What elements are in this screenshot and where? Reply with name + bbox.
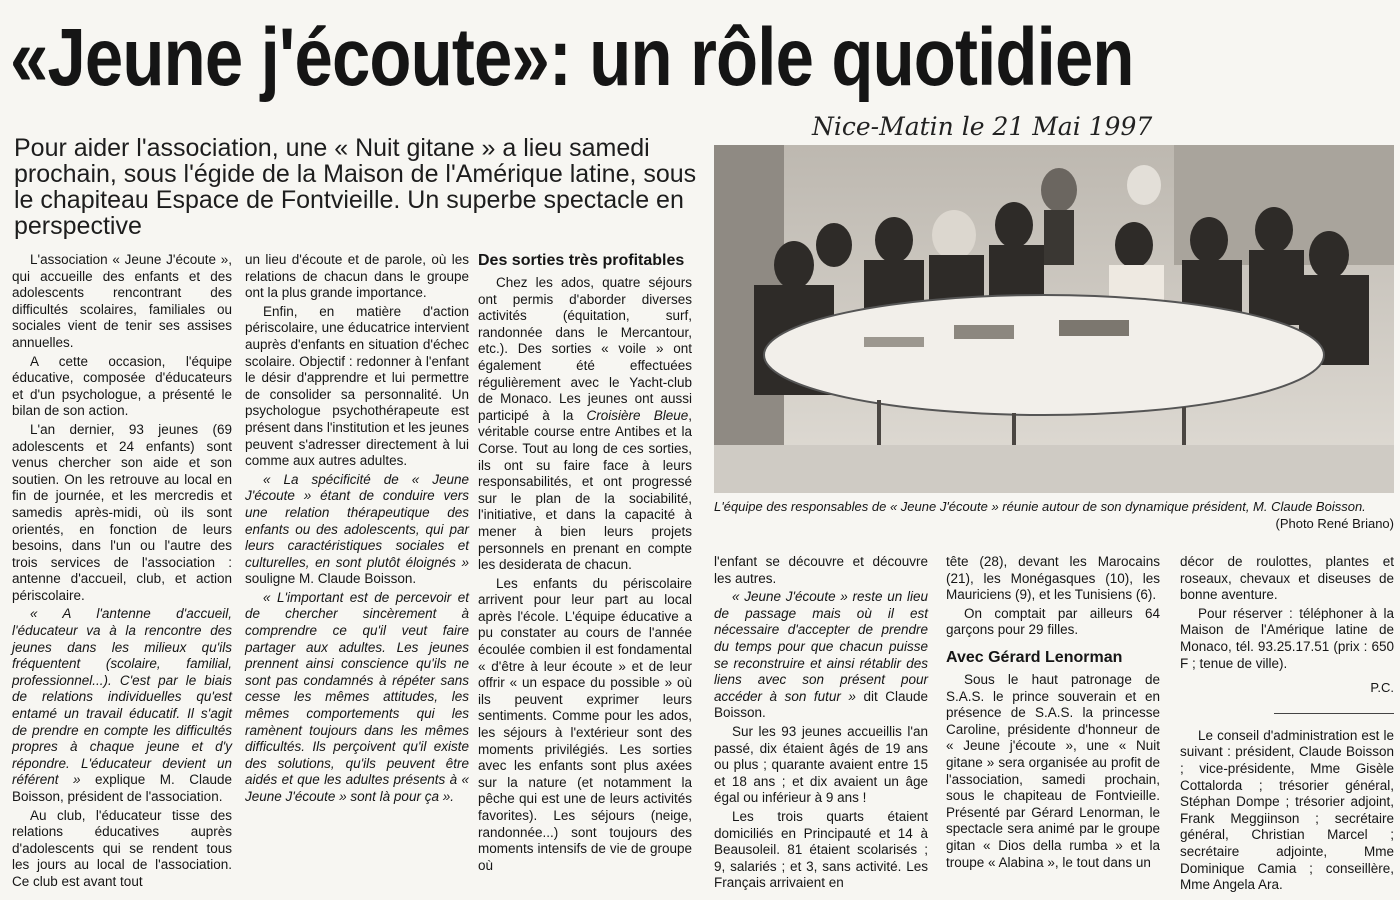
paragraph [714,589,928,722]
section-heading: Des sorties très profitables [478,252,685,269]
paragraph: On comptait par ailleurs 64 garçons pour 29 filles. [946,605,1160,638]
caption-text: L'équipe des responsables de « Jeune J'écoute » réunie autour de son dynamique président, M. Claude Boisson. [714,499,1366,514]
paragraph [245,472,469,588]
paragraph: Au club, l'éducateur tisse des relations éducatives auprès d'adolescents qui se rendent tous les jours au local de l'association. Ce club est avant tout [12,807,232,889]
article-column-5 [946,554,1160,884]
paragraph: Les enfants du périscolaire arrivent pour leur part au local après l'école. L'équipe éducative a pu constater au cours de l'année écoulée combien il est fondamental « d'être à leur écoute » et de leur offrir « un espace du possible » où ils peuvent exprimer leurs sentiments. Comme pour les ados, les séjours à l'extérieur sont des moments privilégiés. Les sorties avec les enfants sont plus axées sur la nature (et notamment la pêche qui est une de leurs activités favorites). Les séjours (neige, randonnée...) sont toujours des moments intensifs de vie de groupe où [478,575,692,873]
paragraph: décor de roulottes, plantes et roseaux, chevaux et diseuses de bonne aventure. [1180,554,1394,603]
text-run: Chez les ados, quatre séjours ont permis d'aborder diverses activités (équitation, surf, randonnée dans le Mercantour, etc.). Des sorties « voile » ont également été effectuées régulièrement avec le Yacht-club de Monaco. Les jeunes ont aussi participé à la [478,275,692,423]
paragraph: tête (28), devant les Marocains (21), les Monégasques (10), les Mauriciens (9), et les Tunisiens (6). [946,554,1160,603]
article-column-2 [245,252,469,892]
paragraph: Le conseil d'administration est le suivant : président, Claude Boisson ; vice-présidente, Mme Gisèle Cottalorda ; trésorier général, Stéphan Dompe ; trésorier adjoint, Frank Meggiinson ; secrétaire général, Christian Marcel ; secrétaire adjointe, Mme Dominique Camia ; conseillère, Mme Angela Ara. [1180,727,1394,893]
quote-attribution: dit Claude Boisson. [714,688,929,721]
photo-illustration [714,145,1394,493]
headline: «Jeune j'écoute»: un rôle quotidien [10,12,1134,103]
text-run: Croisière Bleue [586,407,689,423]
paragraph: Sur les 93 jeunes accueillis l'an passé, dix étaient âgés de 19 ans ou plus ; quarante avaient entre 15 et 18 ans ; et dix avaient un âge égal ou inférieur à 9 ans ! [714,723,928,806]
article-column-4 [714,554,929,891]
paragraph: L'association « Jeune J'écoute », qui accueille des enfants et des adolescents rencontrant des difficultés scolaires, familiales ou sociales vient de tenir ses assises annuelles. [12,252,232,350]
paragraph [478,275,692,574]
paragraph: Les trois quarts étaient domiciliés en Principauté et 14 à Beausoleil. 81 étaient scolarisés ; 9, salariés ; et 3, sans activité. Les Français arrivaient en [714,808,928,891]
paragraph: A cette occasion, l'équipe éducative, composée d'éducateurs et d'un psychologue, a présenté le bilan de son action. [12,353,232,419]
text-run: , véritable course entre Antibes et la Corse. Tout au long de ces sorties, ils ont su faire face à leurs responsabilités, et ont progressé sur le plan de la sociabilité, l'initiative, et dans la capacité à mener à bien leurs projets personnels en prenant en compte les desiderata de chacun. [478,407,692,573]
quote-text: « La spécificité de « Jeune J'écoute » étant de conduire vers une relation thérapeutique des enfants ou des adolescents, qui par leurs caractéristiques sociales et culturelles, en sont plutôt éloignés » [245,471,469,570]
paragraph: L'an dernier, 93 jeunes (69 adolescents et 24 enfants) sont venus chercher son aide et son soutien. On les retrouve au local en fin de journée, et les mercredis et samedis après-midi, où ils sont orientés, en fonction de leurs besoins, dans l'un ou l'autre des trois services de l'association : antenne d'accueil, club, et action périscolaire. [12,421,232,603]
paragraph: Enfin, en matière d'action périscolaire, une éducatrice intervient auprès d'enfants en situation d'échec scolaire. Objectif : redonner à l'enfant le désir d'apprendre et lui permettre de consolider sa personnalité. Un psychologue psychothérapeute est présent dans l'institution et les jeunes peuvent s'adresser directement à lui comme aux autres adultes. [245,303,469,469]
team-photo [714,145,1394,493]
paragraph: Pour réserver : téléphoner à la Maison de l'Amérique latine de Monaco, tél. 93.25.17.51 (prix : 650 F ; tenue de ville). [1180,605,1394,671]
quote-text: « Jeune J'écoute » reste un lieu de passage mais où il est nécessaire d'accepter de prendre du temps pour que chacun puisse se reconstruire et ainsi rétablir des liens avec son présent pour accéder à son futur » [714,589,928,704]
section-heading: Avec Gérard Lenorman [946,648,1123,666]
quote-attribution: souligne M. Claude Boisson. [245,571,417,587]
paragraph: « L'important est de percevoir et de chercher sincèrement à comprendre ce qu'il veut faire partager aux adultes. Les jeunes prennent ainsi conscience qu'ils ne sont pas condamnés à répéter sans cesse les mêmes attitudes, les mêmes comportements qui les ramènent toujours dans les mêmes difficultés. Ils perçoivent qu'il existe des solutions, qu'ils peuvent être aidés et que les adultes présents à « Jeune J'écoute » sont là pour ça ». [245,589,469,804]
paragraph: un lieu d'écoute et de parole, où les relations de chacun dans le groupe ont la plus grande importance. [245,252,469,301]
paragraph: l'enfant se découvre et découvre les autres. [714,554,928,586]
photo-caption [714,498,1394,532]
divider [1274,713,1394,714]
paragraph [12,606,232,805]
article-column-1 [12,252,232,892]
photo-credit: (Photo René Briano) [1275,516,1394,531]
article-column-3 [478,252,692,892]
article-column-6 [1180,554,1394,893]
author-initials: P.C. [1370,680,1394,696]
quote-attribution: explique M. Claude Boisson, président de l'association. [12,772,232,804]
handwritten-source-date: Nice-Matin le 21 Mai 1997 [812,112,1153,141]
quote-text: « A l'antenne d'accueil, l'éducateur va à la rencontre des jeunes dans les milieux qu'ils fréquentent (scolaire, familial, professionnel...). C'est par le biais de relations individuelles qu'est entamé un travail éducatif. Il s'agit de prendre en compte les difficultés propres à chaque jeune et d'y répondre. L'éducateur devient un référent » [12,606,232,788]
lead-paragraph: Pour aider l'association, une « Nuit gitane » a lieu samedi prochain, sous l'égide de la Maison de l'Amérique latine, sous le chapiteau Espace de Fontvieille. Un superbe spectacle en perspective [14,134,697,240]
paragraph: Sous le haut patronage de S.A.S. le prince souverain et en présence de S.A.S. la princesse Caroline, présidente d'honneur de « Jeune j'écoute », une « Nuit gitane » sera organisée au profit de l'association, samedi prochain, sous le chapiteau de Fontvieille. Présenté par Gérard Lenorman, le spectacle sera animé par le groupe gitan « Dios della rumba » et la troupe « Alabina », le tout dans un [946,671,1160,870]
